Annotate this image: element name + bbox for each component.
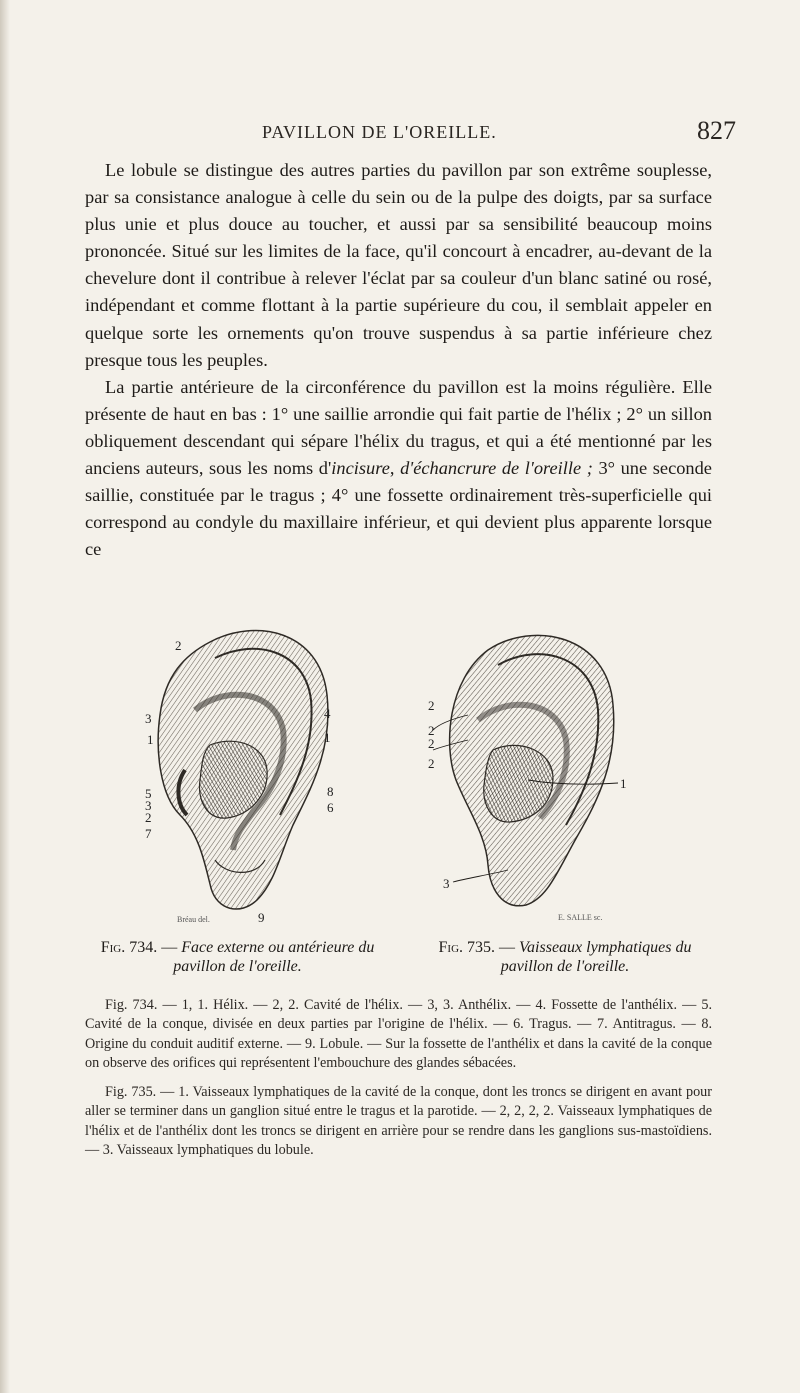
fig734-engraver-signature: Bréau del. — [177, 915, 210, 924]
fig735-label-1: 1 — [620, 776, 627, 791]
fig734-label-5: 5 — [145, 786, 152, 801]
caption-fig-735 — [415, 938, 715, 976]
fig734-label-8: 8 — [327, 784, 334, 799]
body-text — [85, 157, 712, 563]
ear-engraving-734 — [115, 620, 365, 925]
legend-734-text: Fig. 734. — 1, 1. Hélix. — 2, 2. Cavité de l'hélix. — 3, 3. Anthélix. — 4. Fossette de l'anthélix. — 5. Cavité de la conque, divisée en deux parties par l'origine de l'hélix. — 6. Tragus. — 7. Antitragus. — 8. Origine du conduit auditif externe. — 9. Lobule. — Sur la fossette de l'anthélix et dans la cavité de la conque on observe des orifices qui représentent l'embouchure des glandes sébacées. — [85, 997, 712, 1071]
paragraph-lobule: Le lobule se distingue des autres parties du pavillon par son extrême souplesse, par sa consistance analogue à celle du sein ou de la pulpe des doigts, par sa surface plus unie et plus douce au toucher, et aussi par sa sensibilité beaucoup moins prononcée. Situé sur les limites de la face, qu'il concourt à encadrer, au-devant de la chevelure dont il contribue à relever l'éclat par sa couleur d'un blanc satiné ou rosé, indépendant et comme flottant à la partie supérieure du cou, il semblait appeler en quelque sorte les ornements qu'on trouve suspendus à sa partie inférieure chez presque tous les peuples. — [85, 160, 712, 370]
legend-fig-734 — [85, 996, 712, 1073]
term-incisure: incisure — [331, 458, 390, 479]
fig734-label-9: 9 — [258, 910, 265, 925]
legend-735-text: Fig. 735. — 1. Vaisseaux lymphatiques de la cavité de la conque, dont les troncs se dirigent en avant pour aller se terminer dans un ganglion situé entre le tragus et la parotide. — 2, 2, 2, 2. Vaisseaux lymphatiques de l'hélix et de l'anthélix dont les troncs se dirigent en arrière pour se rendre dans les ganglions sus-mastoïdiens. — 3. Vaisseaux lymphatiques du lobule. — [85, 1084, 712, 1158]
fig735-label-3: 3 — [443, 876, 450, 891]
figure-734-ear-illustration — [115, 620, 365, 925]
fig734-label-3-left: 3 — [145, 711, 152, 726]
fig734-label-2-lower: 2 — [145, 810, 152, 825]
fig734-label-3-lower: 3 — [145, 798, 152, 813]
fig734-label-4-right: 4 — [324, 706, 331, 721]
page-header — [0, 118, 800, 148]
running-head: PAVILLON DE L'OREILLE. — [262, 122, 497, 142]
fig734-label-2-top: 2 — [175, 638, 182, 653]
fig735-label-2-a: 2 — [428, 698, 435, 713]
paragraph-anterior-part — [85, 374, 712, 564]
caption-735-dash: — — [495, 939, 520, 956]
figure-735-ear-illustration — [408, 620, 648, 925]
caption-734-dash: — — [157, 939, 182, 956]
fig734-label-1-right: 1 — [324, 730, 331, 745]
paragraph2-start: La partie antérieure de la circonférence du pavillon est la moins régulière. Elle présente de haut en bas : 1° une saillie arrondie qui fait partie de l'hélix ; 2° un sillon obliquement descendant qui sépare l'hélix du tragus, et qui a été mentionné par les anciens auteurs, sous les noms d' — [85, 376, 712, 479]
term-echancrure: d'échancrure de l'oreille ; — [400, 458, 593, 479]
fig735-engraver-signature: E. SALLE sc. — [558, 913, 603, 922]
caption-734-title: Face externe ou antérieure du pavillon de l'oreille. — [173, 939, 375, 975]
fig734-label-7: 7 — [145, 826, 152, 841]
fig734-label-6: 6 — [327, 800, 334, 815]
fig735-label-2-b: 2 — [428, 723, 435, 738]
caption-735-title: Vaisseaux lymphatiques du pavillon de l'oreille. — [500, 939, 692, 975]
page-edge — [0, 0, 10, 1393]
legend-fig-735 — [85, 1083, 712, 1160]
paragraph2-end: 3° une seconde saillie, constituée par le tragus ; 4° une fossette ordinairement très-superficielle qui correspond au condyle du maxillaire inférieur, et qui devient plus apparente lorsque ce — [85, 458, 712, 560]
fig735-label-2-c: 2 — [428, 736, 435, 751]
caption-734-number: Fig. 734. — [100, 939, 158, 956]
page-number: 827 — [697, 116, 736, 145]
paragraph2-sep: , — [389, 458, 401, 479]
caption-fig-734 — [85, 938, 390, 976]
fig735-label-2-d: 2 — [428, 756, 435, 771]
caption-735-number: Fig. 735. — [438, 939, 496, 956]
fig734-label-1-left: 1 — [147, 732, 154, 747]
ear-engraving-735 — [408, 620, 648, 925]
